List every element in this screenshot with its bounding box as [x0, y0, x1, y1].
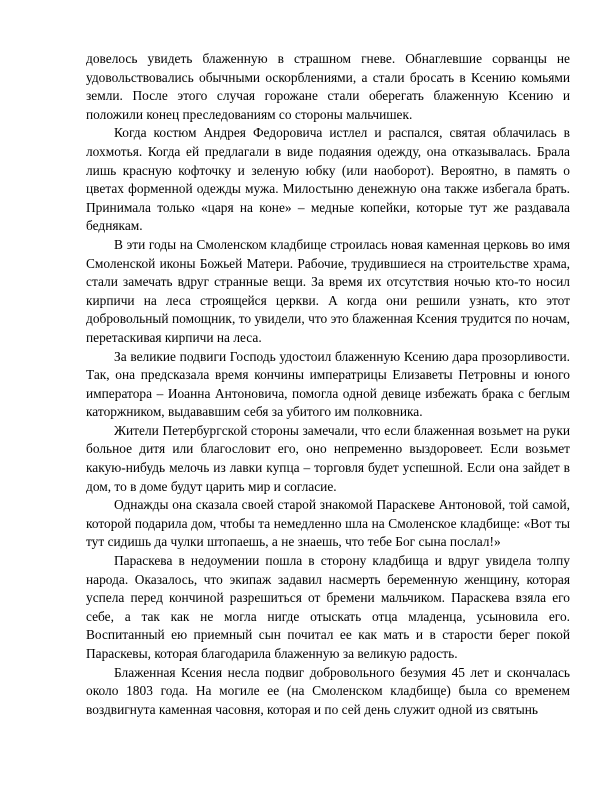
paragraph-4: За великие подвиги Господь удостоил блаженную Ксению дара прозорливости. Так, она предсказала время кончины императрицы Елизаветы Петровны и юного императора – Иоанна Антоновича, помогла одной девице избежать брака с беглым каторжником, выдававшим себя за убитого им полковника.: [86, 348, 570, 420]
paragraph-3: В эти годы на Смоленском кладбище строилась новая каменная церковь во имя Смоленской иконы Божьей Матери. Рабочие, трудившиеся на строительстве храма, стали замечать вдруг странные вещи. За время их отсутствия ночью кто-то носил кирпичи на леса строящейся церкви. А когда они решили узнать, кто этот добровольный помощник, то увидели, что это блаженная Ксения трудится по ночам, перетаскивая кирпичи на леса.: [86, 236, 570, 345]
paragraph-8: Блаженная Ксения несла подвиг добровольного безумия 45 лет и скончалась около 1803 года. На могиле ее (на Смоленском кладбище) была со временем воздвигнута каменная часовня, которая и по сей день служит одной из святынь: [86, 664, 570, 717]
paragraph-2: Когда костюм Андрея Федоровича истлел и распался, святая облачилась в лохмотья. Когда ей предлагали в виде подаяния одежду, она отказывалась. Брала лишь красную кофточку и зеленую юбку (или наоборот). Вероятно, в память о цветах форменной одежды мужа. Милостыню денежную она также избегала брать. Принимала только «царя на коне» – медные копейки, которые тут же раздавала беднякам.: [86, 125, 570, 234]
paragraph-5: Жители Петербургской стороны замечали, что если блаженная возьмет на руки больное дитя или благословит его, оно непременно выздоровеет. Если возьмет какую-нибудь мелочь из лавки купца – торговля будет успешной. Если она зайдет в дом, то в доме будут царить мир и согласие.: [86, 422, 570, 494]
document-page: [86, 50, 570, 719]
paragraph-6: Однажды она сказала своей старой знакомой Параскеве Антоновой, той самой, которой подарила дом, чтобы та немедленно шла на Смоленское кладбище: «Вот ты тут сидишь да чулки штопаешь, а не знаешь, что тебе Бог сына послал!»: [86, 497, 570, 550]
paragraph-1: довелось увидеть блаженную в страшном гневе. Обнаглевшие сорванцы не удовольствовались обычными оскорблениями, а стали бросать в Ксению комьями земли. После этого случая горожане стали оберегать блаженную Ксению и положили конец преследованиям со стороны мальчишек.: [86, 51, 570, 122]
paragraph-7: Параскева в недоумении пошла в сторону кладбища и вдруг увидела толпу народа. Оказалось, что экипаж задавил насмерть беременную женщину, которая успела перед кончиной разрешиться от бремени мальчиком. Параскева взяла его себе, а так как не могла нигде отыскать отца младенца, усыновила его. Воспитанный ею приемный сын почитал ее как мать и в старости берег покой Параскевы, которая благодарила блаженную за великую радость.: [86, 553, 570, 661]
